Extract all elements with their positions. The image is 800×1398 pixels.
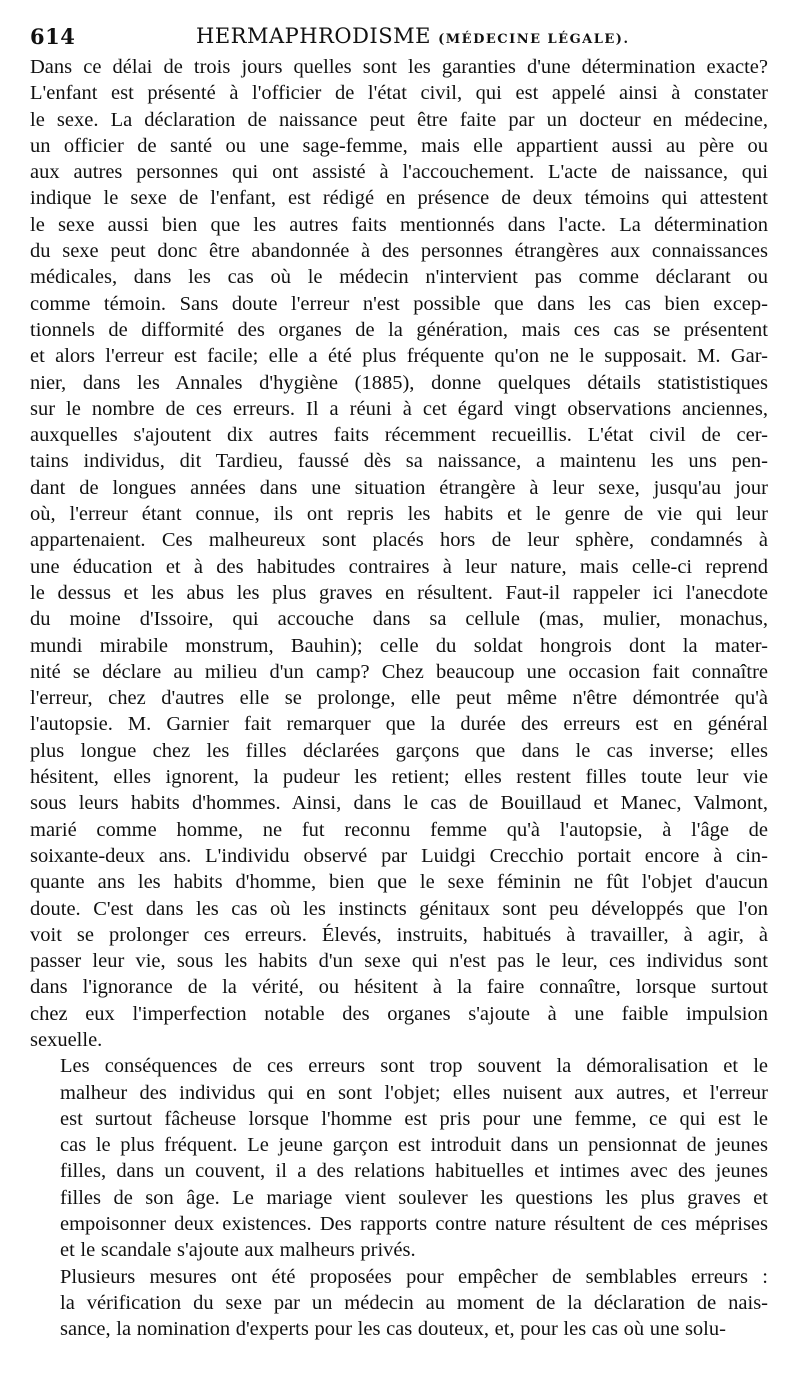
text-line: cas le plus fréquent. Le jeune garçon est introduit dans un pensionnat de jeunes <box>60 1134 768 1157</box>
text-line: du moine d'Issoire, qui accouche dans sa cellule (mas, mulier, monachus, <box>30 608 768 631</box>
text-line: Dans ce délai de trois jours quelles sont les garanties d'une détermination exacte? <box>30 56 768 78</box>
text-line: la vérification du sexe par un médecin au moment de la déclaration de nais- <box>60 1291 768 1314</box>
text-line: le dessus et les abus les plus graves en résultent. Faut-il rappeler ici l'anecdote <box>30 581 768 604</box>
text-line: soixante-deux ans. L'individu observé par Luidgi Crecchio portait encore à cin- <box>30 844 768 867</box>
text-line: sance, la nomination d'experts pour les cas douteux, et, pour les cas où une solu- <box>60 1318 726 1341</box>
text-line: nier, dans les Annales d'hygiène (1885), donne quelques détails statististiques <box>30 371 768 394</box>
text-line: dans l'ignorance de la vérité, ou hésitent à la faire connaître, lorsque surtout <box>30 976 768 999</box>
chapter-title: HERMAPHRODISME <box>196 24 431 48</box>
text-line: doute. C'est dans les cas où les instincts génitaux sont peu développés que l'on <box>30 897 768 920</box>
text-line: tionnels de difformité des organes de la génération, mais ces cas se présentent <box>30 318 768 341</box>
text-line: aux autres personnes qui ont assisté à l'accouchement. L'acte de naissance, qui <box>30 161 768 184</box>
text-line: indique le sexe de l'enfant, est rédigé en présence de deux témoins qui attestent <box>30 187 768 210</box>
text-line: appartenaient. Ces malheureux sont placés hors de leur sphère, condamnés à <box>30 529 768 552</box>
text-line: et alors l'erreur est facile; elle a été plus fréquente qu'on ne le supposait. M. Gar- <box>30 345 768 368</box>
text-line: filles, dans un couvent, il a des relations habituelles et intimes avec des jeunes <box>60 1160 768 1183</box>
paragraph <box>30 54 768 1053</box>
chapter-subtitle: (MÉDECINE LÉGALE). <box>438 32 630 47</box>
text-line: un officier de santé ou une sage-femme, mais elle appartient aussi au père ou <box>30 134 768 157</box>
text-line: l'autopsie. M. Garnier fait remarquer que la durée des erreurs est en général <box>30 713 768 736</box>
text-line: filles de son âge. Le mariage vient soulever les questions les plus graves et <box>60 1186 768 1209</box>
text-line: plus longue chez les filles déclarées garçons que dans le cas inverse; elles <box>30 739 768 762</box>
text-line: hésitent, elles ignorent, la pudeur les retient; elles restent filles toute leur vie <box>30 766 768 789</box>
text-line: est surtout fâcheuse lorsque l'homme est pris pour une femme, ce qui est le <box>60 1107 768 1130</box>
text-line: quante ans les habits d'homme, bien que le sexe féminin ne fût l'objet d'aucun <box>30 871 768 894</box>
text-line: mundi mirabile monstrum, Bauhin); celle du soldat hongrois dont la mater- <box>30 634 768 657</box>
text-line: passer leur vie, sous les habits d'un sexe qui n'est pas le leur, ces individus sont <box>30 950 768 973</box>
text-line: chez eux l'imperfection notable des organes s'ajoute à une faible impulsion <box>30 1002 768 1025</box>
text-line: où, l'erreur étant connue, ils ont repris les habits et le genre de vie qui leur <box>30 503 768 526</box>
text-line: sous leurs habits d'hommes. Ainsi, dans le cas de Bouillaud et Manec, Valmont, <box>30 792 768 815</box>
text-line: tains individus, dit Tardieu, faussé dès sa naissance, a maintenu les uns pen- <box>30 450 768 473</box>
text-line: Les conséquences de ces erreurs sont trop souvent la démoralisation et le <box>60 1055 768 1078</box>
text-line: sexuelle. <box>30 1028 103 1051</box>
text-line: nité se déclare au milieu d'un camp? Chez beaucoup une occasion fait connaître <box>30 660 768 683</box>
text-line: sur le nombre de ces erreurs. Il a réuni à cet égard vingt observations anciennes, <box>30 397 768 420</box>
text-line: L'enfant est présenté à l'officier de l'état civil, qui est appelé ainsi à constater <box>30 82 768 105</box>
paragraph <box>30 1264 768 1343</box>
text-line: voit se prolonger ces erreurs. Élevés, instruits, habitués à travailler, à agir, à <box>30 923 768 946</box>
text-line: le sexe. La déclaration de naissance peut être faite par un docteur en médecine, <box>30 108 768 131</box>
text-line: le sexe aussi bien que les autres faits mentionnés dans l'acte. La détermination <box>30 213 768 236</box>
text-line: du sexe peut donc être abandonnée à des personnes étrangères aux connaissances <box>30 240 768 263</box>
text-line: une éducation et à des habitudes contraires à leur nature, mais celle-ci reprend <box>30 555 768 578</box>
text-line: empoisonner deux existences. Des rapports contre nature résultent de ces méprises <box>60 1213 768 1236</box>
text-line: médicales, dans les cas où le médecin n'intervient pas comme déclarant ou <box>30 266 768 289</box>
text-line: comme témoin. Sans doute l'erreur n'est possible que dans les cas bien excep- <box>30 292 768 315</box>
text-line: marié comme homme, ne fut reconnu femme qu'à l'autopsie, à l'âge de <box>30 818 768 841</box>
paragraph <box>30 1053 768 1263</box>
text-line: malheur des individus qui en sont l'objet; elles nuisent aux autres, et l'erreur <box>60 1081 768 1104</box>
page-number: 614 <box>30 24 76 49</box>
document-page <box>30 20 768 1343</box>
running-title <box>196 24 629 48</box>
text-line: et le scandale s'ajoute aux malheurs privés. <box>60 1239 416 1262</box>
text-line: Plusieurs mesures ont été proposées pour empêcher de semblables erreurs : <box>60 1265 768 1288</box>
body-text <box>30 54 768 1343</box>
running-head <box>30 20 768 54</box>
text-line: dant de longues années dans une situation étrangère à leur sexe, jusqu'au jour <box>30 476 768 499</box>
text-line: l'erreur, chez d'autres elle se prolonge, elle peut même n'être démontrée qu'à <box>30 687 768 710</box>
text-line: auxquelles s'ajoutent dix autres faits récemment recueillis. L'état civil de cer- <box>30 424 768 447</box>
